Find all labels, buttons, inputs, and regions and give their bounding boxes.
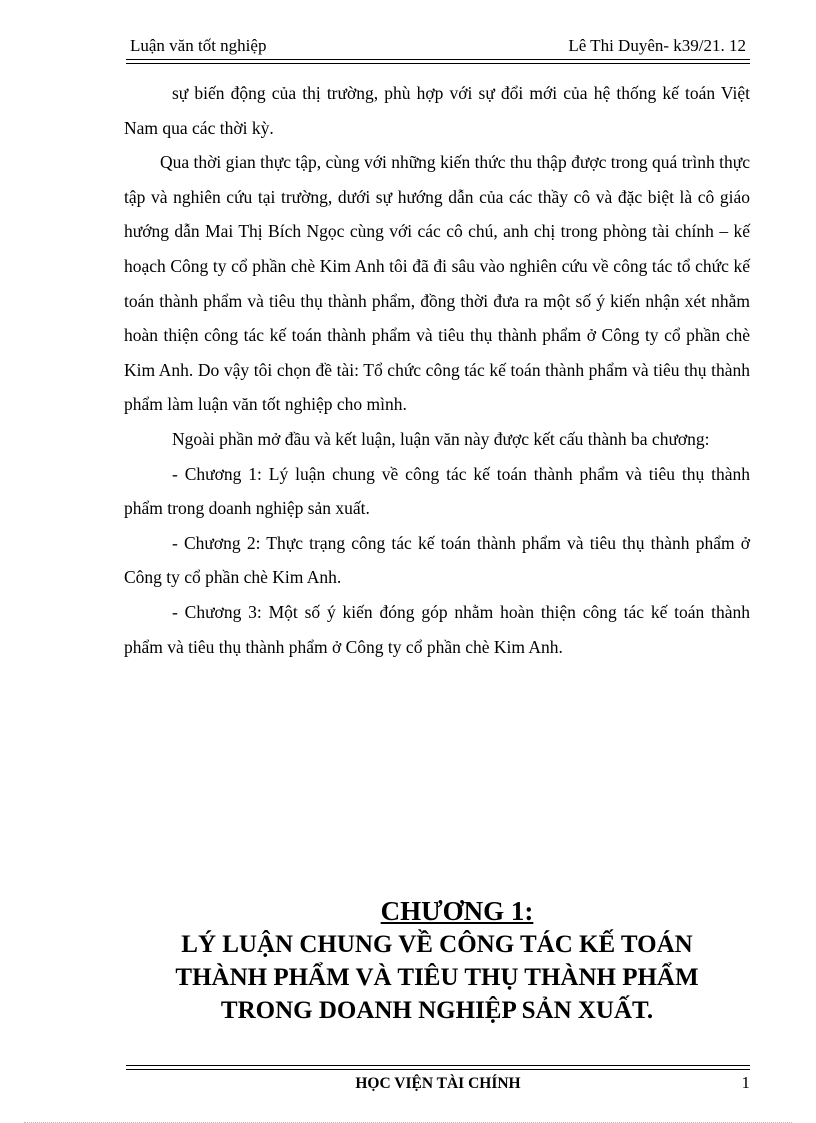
chapter-title-line-2: THÀNH PHẨM VÀ TIÊU THỤ THÀNH PHẨM: [175, 964, 699, 991]
paragraph-chapter-2-summary: - Chương 2: Thực trạng công tác kế toán thành phẩm và tiêu thụ thành phẩm ở Công ty cổ phần chè Kim Anh.: [124, 532, 750, 588]
page-number: 1: [741, 1073, 750, 1092]
chapter-title-line-3: TRONG DOANH NGHIỆP SẢN XUẤT.: [220, 997, 654, 1024]
page-header: [126, 32, 750, 62]
paragraph-chapter-3-summary: - Chương 3: Một số ý kiến đóng góp nhằm hoàn thiện công tác kế toán thành phẩm và tiêu thụ thành phẩm ở Công ty cổ phần chè Kim Anh.: [124, 601, 750, 657]
paragraph-structure-intro: Ngoài phần mở đầu và kết luận, luận văn này được kết cấu thành ba chương:: [172, 428, 710, 449]
paragraph-chapter-1-summary: - Chương 1: Lý luận chung về công tác kế toán thành phẩm và tiêu thụ thành phẩm trong doanh nghiệp sản xuất.: [124, 463, 750, 519]
footer-institution: HỌC VIỆN TÀI CHÍNH: [355, 1075, 521, 1092]
footer-rule: [126, 1065, 750, 1070]
chapter-heading: [124, 895, 750, 1027]
header-thesis-label: Luận văn tốt nghiệp: [130, 36, 267, 55]
chapter-title-line-1: LÝ LUẬN CHUNG VỀ CÔNG TÁC KẾ TOÁN: [181, 931, 693, 958]
paragraph-internship: Qua thời gian thực tập, cùng với những kiến thức thu thập được trong quá trình thực tập và nghiên cứu tại trường, dưới sự hướng dẫn của các thầy cô và đặc biệt là cô giáo hướng dẫn Mai Thị Bích Ngọc cùng với các cô chú, anh chị trong phòng tài chính – kế hoạch Công ty cổ phần chè Kim Anh tôi đã đi sâu vào nghiên cứu về công tác tổ chức kế toán thành phẩm và tiêu thụ thành phẩm, đồng thời đưa ra một số ý kiến nhận xét nhằm hoàn thiện công tác kế toán thành phẩm và tiêu thụ thành phẩm ở Công ty cổ phần chè Kim Anh. Do vậy tôi chọn đề tài: Tổ chức công tác kế toán thành phẩm và tiêu thụ thành phẩm làm luận văn tốt nghiệp cho mình.: [124, 152, 750, 415]
chapter-number: CHƯƠNG 1:: [380, 896, 534, 926]
body-text: [124, 76, 750, 664]
header-rule: [126, 59, 750, 64]
paragraph-continuation: sự biến động của thị trường, phù hợp với sự đổi mới của hệ thống kế toán Việt Nam qua các thời kỳ.: [124, 83, 750, 138]
header-author-class: Lê Thi Duyên- k39/21. 12: [568, 36, 746, 55]
page-footer: [126, 1063, 750, 1103]
